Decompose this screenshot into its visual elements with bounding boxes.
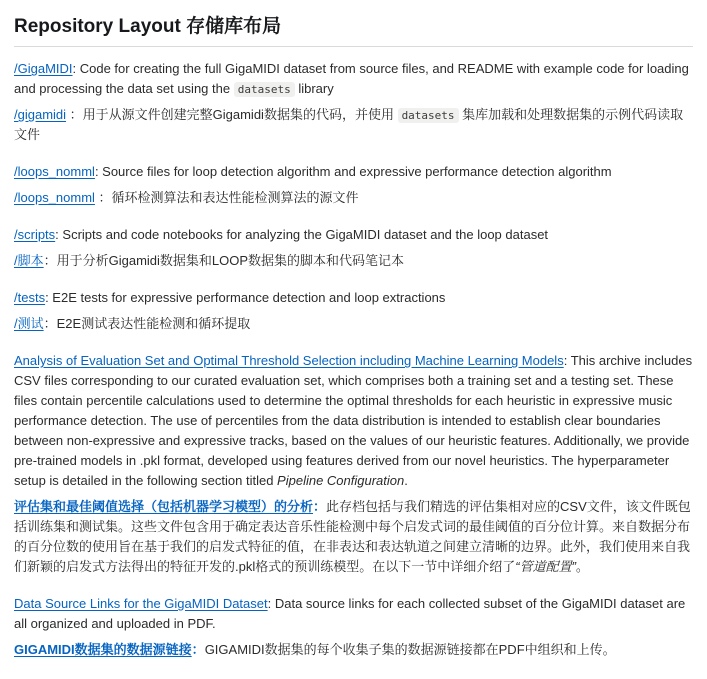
link-gigamidi-dir-en[interactable]: /GigaMIDI — [14, 61, 73, 76]
colon-accent: ： — [313, 499, 327, 514]
paragraph-group — [14, 225, 693, 271]
paragraph-group — [14, 288, 693, 334]
link-tests-zh[interactable]: /测试 — [14, 316, 44, 331]
paragraph — [14, 314, 693, 334]
text-run: : This archive includes CSV files corresponding to our curated evaluation set, which comprises both a training set and a testing set. These files contain percentile calculations used to determine the optimal thresholds for each heuristic in expressive music performance detection. The use of percentiles from the data distribution is intended to establish clear boundaries between non-expressive and expressive tracks, based on the values of our heuristic features. Additionally, we provide pre-trained models in .pkl format, developed using features derived from our novel heuristics. The hyperparameter setup is detailed in the following section titled — [14, 353, 693, 488]
document-body — [14, 59, 693, 660]
link-analysis-evaluation-zh[interactable]: 评估集和最佳阈值选择（包括机器学习模型）的分析 — [14, 499, 314, 514]
paragraph-group — [14, 351, 693, 577]
text-run: . — [404, 473, 408, 488]
text-run: ：用于从源文件创建完整Gigamidi数据集的代码，并使用 — [66, 107, 398, 122]
paragraph — [14, 251, 693, 271]
italic-text: Pipeline Configuration — [277, 473, 405, 488]
text-run: GIGAMIDI数据集的每个收集子集的数据源链接都在PDF中组织和上传。 — [204, 642, 616, 657]
text-run: ：循环检测算法和表达性能检测算法的源文件 — [94, 190, 359, 205]
heading-divider — [14, 46, 693, 47]
link-loops-nomml-zh[interactable]: /loops_nomml — [14, 190, 95, 205]
text-run: : Scripts and code notebooks for analyzing the GigaMIDI dataset and the loop dataset — [55, 227, 549, 242]
link-tests-en[interactable]: /tests — [14, 290, 46, 305]
inline-code: datasets — [398, 108, 459, 123]
paragraph — [14, 225, 693, 245]
paragraph — [14, 288, 693, 308]
paragraph-group — [14, 594, 693, 660]
paragraph — [14, 105, 693, 145]
text-run: 此存档包括与我们精选的评估集相对应的CSV文件，该文件既包括训练集和测试集。这些文件包含用于确定表达音乐性能检测中每个启发式词的最佳阈值的百分位计算。来自数据分布的百分位数的使用旨在基于我们的启发式特征的值，在非表达和表达轨道之间建立清晰的边界。此外，我们使用来自我们新颖的启发式方法得出的特征开发的.pkl格式的预训练模型。在以下一节中详细介绍了 — [14, 499, 691, 574]
text-run: ：E2E测试表达性能检测和循环提取 — [43, 316, 251, 331]
link-analysis-evaluation-en[interactable]: Analysis of Evaluation Set and Optimal Threshold Selection including Machine Learning Models — [14, 353, 564, 368]
text-run: : Source files for loop detection algorithm and expressive performance detection algorithm — [94, 164, 612, 179]
text-run: : Code for creating the full GigaMIDI dataset from source files, and README with example code for loading and processing the data set using the — [14, 61, 689, 96]
text-run: ：用于分析Gigamidi数据集和LOOP数据集的脚本和代码笔记本 — [43, 253, 405, 268]
paragraph — [14, 497, 693, 577]
paragraph — [14, 351, 693, 491]
text-run: 。 — [575, 559, 589, 574]
paragraph — [14, 640, 693, 660]
paragraph — [14, 594, 693, 634]
paragraph-group — [14, 162, 693, 208]
text-run: : E2E tests for expressive performance detection and loop extractions — [45, 290, 446, 305]
link-loops-nomml-en[interactable]: /loops_nomml — [14, 164, 95, 179]
paragraph — [14, 59, 693, 99]
italic-text: “管道配置” — [515, 559, 576, 574]
link-data-source-zh[interactable]: GIGAMIDI数据集的数据源链接 — [14, 642, 192, 657]
text-run: 集库加载和处理数据集的示例代码读取文件 — [14, 107, 684, 142]
paragraph — [14, 162, 693, 182]
inline-code: datasets — [234, 82, 295, 97]
text-run: library — [294, 81, 334, 96]
paragraph-group — [14, 59, 693, 145]
paragraph — [14, 188, 693, 208]
colon-accent: ： — [191, 642, 205, 657]
text-run: : Data source links for each collected subset of the GigaMIDI dataset are all organized and uploaded in PDF. — [14, 596, 686, 631]
link-scripts-en[interactable]: /scripts — [14, 227, 56, 242]
link-scripts-zh[interactable]: /脚本 — [14, 253, 44, 268]
link-data-source-en[interactable]: Data Source Links for the GigaMIDI Dataset — [14, 596, 268, 611]
link-gigamidi-dir-zh[interactable]: /gigamidi — [14, 107, 67, 122]
page-title: Repository Layout 存储库布局 — [14, 16, 282, 37]
